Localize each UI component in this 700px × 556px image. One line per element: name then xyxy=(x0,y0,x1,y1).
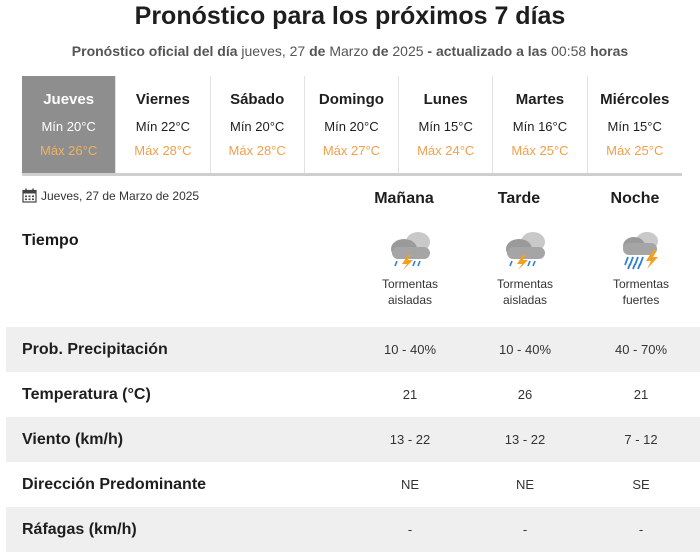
day-tabs xyxy=(22,76,682,176)
day-min-temp: Mín 20°C xyxy=(324,119,379,134)
day-max-temp: Máx 27°C xyxy=(322,143,381,158)
weather-desc xyxy=(475,276,575,308)
day-name: Lunes xyxy=(423,91,468,108)
weather-desc xyxy=(591,276,691,308)
row-value: - xyxy=(522,522,528,537)
detail-date-text: Jueves, 27 de Marzo de 2025 xyxy=(41,188,200,203)
day-min-temp: Mín 20°C xyxy=(229,119,285,134)
row-value: - xyxy=(638,522,644,537)
day-tab-sabado[interactable] xyxy=(211,76,305,173)
day-min-temp: Mín 22°C xyxy=(135,119,191,134)
day-tab-viernes[interactable] xyxy=(116,76,210,173)
page-subtitle xyxy=(0,43,700,59)
day-min-temp: Mín 20°C xyxy=(41,119,96,134)
weather-noche xyxy=(591,228,691,308)
row-value: 7 - 12 xyxy=(624,432,658,447)
row-value: 21 xyxy=(633,387,649,402)
day-min-temp: Mín 16°C xyxy=(512,119,568,134)
day-name: Jueves xyxy=(43,91,95,108)
detail-date xyxy=(22,188,199,203)
tiempo-label: Tiempo xyxy=(22,232,79,249)
subtitle-hours: horas xyxy=(590,43,629,59)
row-value: 13 - 22 xyxy=(389,432,431,447)
day-min-temp: Mín 15°C xyxy=(607,119,662,134)
row-label: Dirección Predominante xyxy=(22,475,207,493)
row-value: 26 xyxy=(517,387,533,402)
calendar-icon xyxy=(22,188,37,203)
subtitle-month: Marzo xyxy=(329,43,369,59)
row-label: Prob. Precipitación xyxy=(22,340,168,358)
day-max-temp: Máx 28°C xyxy=(228,143,286,158)
row-value: 40 - 70% xyxy=(614,342,668,357)
day-tab-miercoles[interactable] xyxy=(588,76,682,173)
row-value: 21 xyxy=(402,387,418,402)
period-manana: Mañana xyxy=(374,190,434,207)
weather-desc-line: fuertes xyxy=(622,293,660,307)
day-min-temp: Mín 15°C xyxy=(418,119,473,134)
day-name: Martes xyxy=(515,91,565,108)
day-max-temp: Máx 25°C xyxy=(511,143,569,158)
row-rafagas xyxy=(6,507,700,552)
weather-desc-line: Tormentas xyxy=(381,277,439,291)
period-tarde: Tarde xyxy=(497,190,541,207)
storm-cloud-icon xyxy=(501,228,549,270)
row-value: 13 - 22 xyxy=(504,432,546,447)
day-max-temp: Máx 26°C xyxy=(40,143,98,158)
weather-desc xyxy=(360,276,460,308)
day-tab-martes[interactable] xyxy=(493,76,587,173)
row-value: NE xyxy=(515,477,535,492)
row-viento xyxy=(6,417,700,462)
subtitle-de-2: de xyxy=(372,43,389,59)
day-max-temp: Máx 24°C xyxy=(417,143,475,158)
day-name: Sábado xyxy=(230,91,285,108)
row-label: Temperatura (°C) xyxy=(22,385,151,403)
weather-desc-line: Tormentas xyxy=(612,277,670,291)
row-direccion-predominante xyxy=(6,462,700,507)
row-temperatura xyxy=(6,372,700,417)
row-value: 10 - 40% xyxy=(498,342,552,357)
row-label: Viento (km/h) xyxy=(22,430,124,448)
day-tab-domingo[interactable] xyxy=(305,76,399,173)
day-max-temp: Máx 28°C xyxy=(134,143,192,158)
row-prob-precipitacion xyxy=(6,327,700,372)
day-name: Domingo xyxy=(318,91,384,108)
subtitle-day: jueves, 27 xyxy=(241,43,306,59)
row-value: NE xyxy=(400,477,420,492)
day-name: Viernes xyxy=(135,91,190,108)
day-name: Miércoles xyxy=(600,91,670,108)
heavy-storm-rain-icon xyxy=(617,228,665,270)
row-value: SE xyxy=(632,477,650,492)
subtitle-time: 00:58 xyxy=(551,43,587,59)
weather-tarde xyxy=(475,228,575,308)
row-value: 10 - 40% xyxy=(383,342,437,357)
weather-desc-line: Tormentas xyxy=(496,277,554,291)
weather-desc-line: aisladas xyxy=(387,293,433,307)
weather-manana xyxy=(360,228,460,308)
period-noche: Noche xyxy=(610,190,660,207)
day-tab-jueves[interactable] xyxy=(22,76,116,173)
page-title: Pronóstico para los próximos 7 días xyxy=(134,2,566,30)
weather-desc-line: aisladas xyxy=(502,293,548,307)
subtitle-updated: - actualizado a las xyxy=(427,43,548,59)
subtitle-year: 2025 xyxy=(392,43,424,59)
storm-cloud-icon xyxy=(386,228,434,270)
row-value: - xyxy=(407,522,413,537)
day-tab-lunes[interactable] xyxy=(399,76,493,173)
subtitle-prefix: Pronóstico oficial del día xyxy=(71,43,238,59)
day-max-temp: Máx 25°C xyxy=(606,143,664,158)
subtitle-de-1: de xyxy=(309,43,326,59)
row-label: Ráfagas (km/h) xyxy=(22,520,137,538)
